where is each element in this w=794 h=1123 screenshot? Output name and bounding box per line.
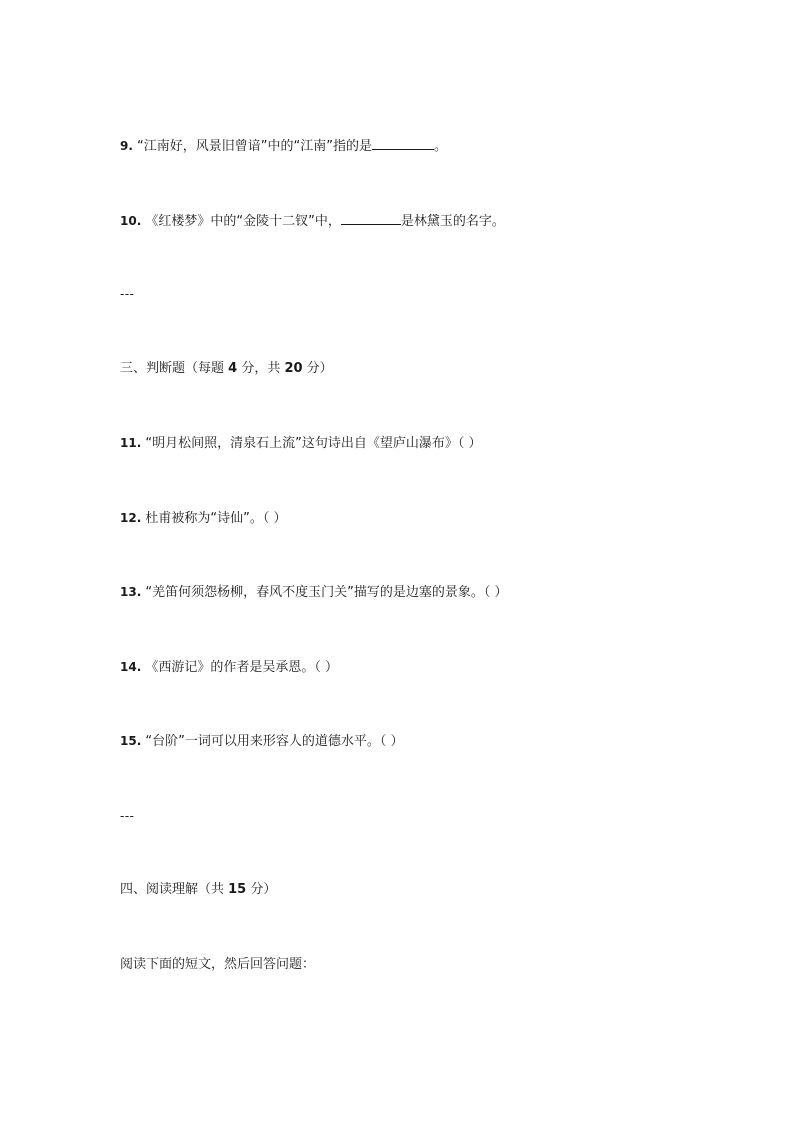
question-14: [120, 659, 338, 676]
points-total: 20: [284, 361, 303, 376]
question-text: 杜甫被称为“诗仙”。（ ）: [141, 511, 287, 526]
heading-text: 分）: [302, 361, 333, 376]
answer-blank[interactable]: [372, 137, 434, 150]
question-9: [120, 137, 447, 155]
points-total: 15: [228, 882, 247, 897]
section-heading-reading: [120, 882, 276, 898]
section-heading-judge: [120, 361, 333, 377]
question-text-end: 是林黛玉的名字。: [400, 214, 505, 229]
question-text: “明月松间照，清泉石上流”这句诗出自《望庐山瀑布》（ ）: [141, 436, 482, 451]
question-number: 14.: [120, 660, 142, 674]
question-number: 12.: [120, 511, 142, 525]
section-separator: ---: [120, 809, 135, 823]
question-11: [120, 435, 482, 452]
question-13: [120, 584, 508, 601]
question-text: 《红楼梦》中的“金陵十二钗”中，: [141, 214, 341, 229]
heading-text: 四、阅读理解（共: [120, 882, 229, 897]
reading-instruction: 阅读下面的短文，然后回答问题：: [120, 957, 316, 972]
question-number: 10.: [120, 214, 142, 228]
points-each: 4: [228, 361, 238, 376]
heading-text: 分，共: [237, 361, 285, 376]
question-number: 11.: [120, 436, 142, 450]
question-number: 15.: [120, 734, 142, 748]
heading-text: 分）: [246, 882, 277, 897]
answer-blank[interactable]: [341, 212, 401, 225]
question-text-end: 。: [434, 139, 448, 154]
question-text: 《西游记》的作者是吴承恩。（ ）: [141, 660, 339, 675]
question-text: “台阶”一词可以用来形容人的道德水平。（ ）: [141, 734, 404, 749]
question-number: 13.: [120, 585, 142, 599]
heading-text: 三、判断题（每题: [120, 361, 229, 376]
question-15: [120, 733, 404, 750]
question-12: [120, 510, 287, 527]
section-separator: ---: [120, 287, 135, 301]
question-10: [120, 212, 505, 230]
question-text: “江南好，风景旧曾谙”中的“江南”指的是: [132, 139, 372, 154]
question-text: “羌笛何须怨杨柳，春风不度玉门关”描写的是边塞的景象。（ ）: [141, 585, 508, 600]
question-number: 9.: [120, 139, 133, 153]
